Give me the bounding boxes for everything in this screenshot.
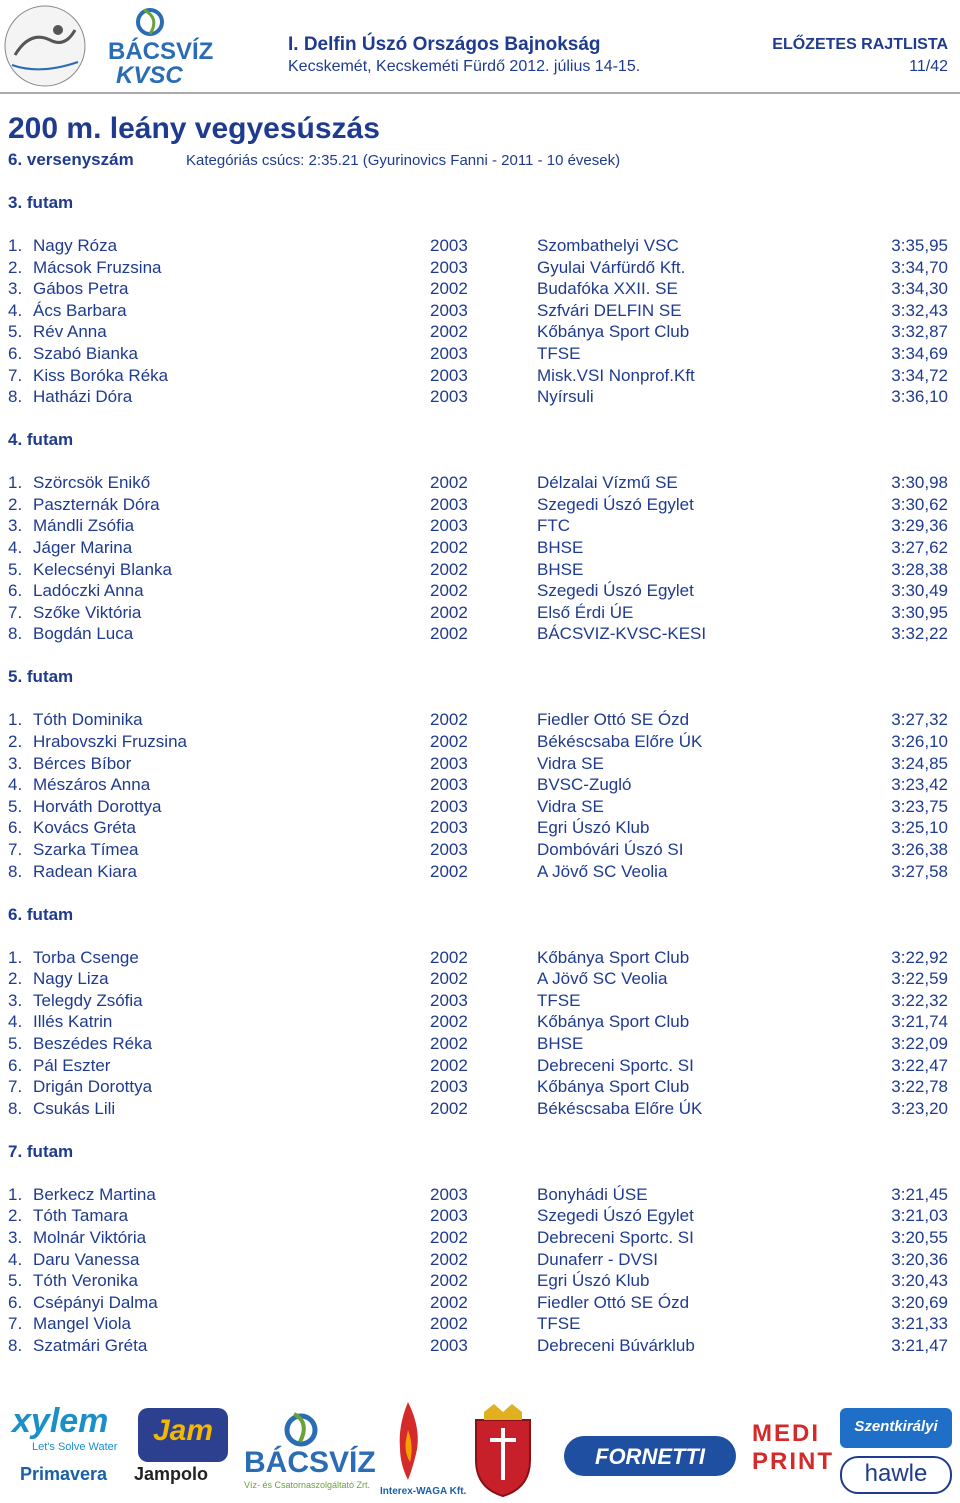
entry-num: 8. <box>8 861 23 881</box>
entry-num: 5. <box>8 1271 23 1291</box>
entry-time: 3:28,38 <box>891 559 948 579</box>
start-list-row <box>0 560 960 581</box>
entry-club: Kőbánya Sport Club <box>537 1012 690 1032</box>
start-list-row <box>0 1228 960 1249</box>
entry-year: 2002 <box>430 969 468 989</box>
entry-club: Bonyhádi ÚSE <box>537 1184 648 1204</box>
start-list-row <box>0 862 960 883</box>
entry-club: Békéscsaba Előre ÚK <box>537 1098 703 1118</box>
start-list-row <box>0 732 960 753</box>
bacsviz-drop-icon <box>278 1408 324 1450</box>
entry-club: Vidra SE <box>537 753 604 773</box>
entry-name: Berkecz Martina <box>33 1184 156 1204</box>
entry-year: 2002 <box>430 1228 468 1247</box>
entry-club: Szombathelyi VSC <box>537 236 679 255</box>
entry-time: 3:36,10 <box>891 387 948 407</box>
entry-year: 2002 <box>430 602 468 622</box>
entry-name: Szőke Viktória <box>33 602 142 622</box>
start-list-row <box>0 301 960 322</box>
entry-time: 3:21,74 <box>891 1012 948 1032</box>
entry-year: 2003 <box>430 840 468 859</box>
entry-year: 2002 <box>430 1012 468 1032</box>
entry-time: 3:21,03 <box>891 1206 948 1226</box>
start-list-row <box>0 387 960 408</box>
entry-num: 3. <box>8 753 23 773</box>
entry-year: 2002 <box>430 1098 468 1118</box>
start-list-row <box>0 1077 960 1098</box>
entry-name: Gábos Petra <box>33 279 129 299</box>
entry-club: A Jövő SC Veolia <box>537 861 668 881</box>
entry-num: 2. <box>8 1206 23 1226</box>
entry-num: 5. <box>8 796 23 816</box>
header-divider <box>0 92 960 94</box>
entry-year: 2002 <box>430 1292 468 1312</box>
entry-name: Horváth Dorottya <box>33 796 162 816</box>
entry-num: 8. <box>8 1098 23 1118</box>
entry-year: 2003 <box>430 516 468 536</box>
entry-name: Hatházi Dóra <box>33 387 133 407</box>
entry-time: 3:22,47 <box>891 1055 948 1075</box>
start-list-row <box>0 344 960 365</box>
entry-num: 1. <box>8 710 23 730</box>
entry-num: 4. <box>8 300 23 320</box>
jampolo-logo: Jampolo <box>134 1464 209 1484</box>
entry-num: 5. <box>8 559 23 579</box>
entry-club: BHSE <box>537 1034 584 1053</box>
entry-time: 3:20,69 <box>891 1292 948 1312</box>
entry-club: BHSE <box>537 538 584 557</box>
entry-time: 3:32,22 <box>891 624 948 644</box>
entry-time: 3:27,32 <box>891 710 948 730</box>
flame-icon <box>386 1400 430 1486</box>
start-list-row <box>0 1012 960 1033</box>
entry-year: 2003 <box>430 1184 468 1204</box>
entry-name: Tóth Tamara <box>33 1206 129 1226</box>
entry-year: 2002 <box>430 947 468 967</box>
entry-time: 3:20,43 <box>891 1271 948 1291</box>
entry-name: Drigán Dorottya <box>33 1077 153 1097</box>
start-list-row <box>0 1185 960 1206</box>
entry-club: Kőbánya Sport Club <box>537 947 690 967</box>
start-list-row <box>0 754 960 775</box>
start-list-row <box>0 603 960 624</box>
entry-name: Pál Eszter <box>33 1055 111 1075</box>
entry-name: Hrabovszki Fruzsina <box>33 732 187 751</box>
start-list-row <box>0 948 960 969</box>
entry-year: 2002 <box>430 581 468 601</box>
entry-year: 2003 <box>430 365 468 385</box>
entry-name: Tóth Veronika <box>33 1271 138 1291</box>
entry-name: Szatmári Gréta <box>33 1336 148 1355</box>
entry-time: 3:21,33 <box>891 1314 948 1334</box>
entry-time: 3:23,42 <box>891 775 948 795</box>
entry-year: 2003 <box>430 796 468 816</box>
entry-time: 3:30,95 <box>891 602 948 622</box>
entry-time: 3:22,92 <box>891 947 948 967</box>
entry-name: Kiss Boróka Réka <box>33 365 169 385</box>
start-list-row <box>0 1314 960 1335</box>
entry-club: Délzalai Vízmű SE <box>537 473 678 493</box>
logo-text-top: BÁCSVÍZ <box>108 38 214 65</box>
heat-label: 7. futam <box>8 1141 74 1161</box>
entry-year: 2002 <box>430 473 468 493</box>
entry-club: Kőbánya Sport Club <box>537 322 690 342</box>
entry-year: 2002 <box>430 624 468 644</box>
entry-num: 1. <box>8 1184 23 1204</box>
entry-num: 7. <box>8 602 23 622</box>
entry-time: 3:24,85 <box>891 753 948 773</box>
start-list-row <box>0 538 960 559</box>
entry-time: 3:26,10 <box>891 732 948 751</box>
entry-club: Misk.VSI Nonprof.Kft <box>537 365 695 385</box>
entry-year: 2003 <box>430 257 468 277</box>
entry-year: 2003 <box>430 1336 468 1355</box>
entry-year: 2002 <box>430 1034 468 1053</box>
entry-time: 3:34,69 <box>891 344 948 363</box>
entry-club: Budafóka XXII. SE <box>537 279 678 299</box>
start-list-row <box>0 1099 960 1120</box>
entry-club: Fiedler Ottó SE Ózd <box>537 1292 690 1312</box>
entry-time: 3:21,47 <box>891 1336 948 1355</box>
entry-time: 3:30,62 <box>891 494 948 514</box>
entry-year: 2003 <box>430 344 468 363</box>
heat-label: 6. futam <box>8 904 74 924</box>
entry-name: Ladóczki Anna <box>33 581 144 601</box>
start-list-row <box>0 1034 960 1055</box>
entry-time: 3:23,75 <box>891 796 948 816</box>
start-list-row <box>0 969 960 990</box>
entry-year: 2003 <box>430 236 468 255</box>
entry-club: Dunaferr - DVSI <box>537 1249 658 1269</box>
entry-year: 2003 <box>430 753 468 773</box>
entry-num: 6. <box>8 581 23 601</box>
entry-num: 2. <box>8 257 23 277</box>
entry-name: Tóth Dominika <box>33 710 143 730</box>
jam-logo: Jam <box>138 1408 228 1462</box>
event-number: 6. versenyszám <box>8 150 134 169</box>
entry-club: FTC <box>537 516 571 536</box>
coat-of-arms-icon <box>470 1400 536 1498</box>
entry-year: 2003 <box>430 300 468 320</box>
entry-num: 6. <box>8 344 23 363</box>
entry-num: 4. <box>8 538 23 557</box>
start-list-status: ELŐZETES RAJTLISTA <box>772 36 948 53</box>
entry-name: Bérces Bíbor <box>33 753 132 773</box>
fornetti-logo: FORNETTI <box>564 1436 736 1476</box>
entry-club: TFSE <box>537 1314 581 1334</box>
entry-num: 3. <box>8 1228 23 1247</box>
entry-name: Nagy Róza <box>33 236 118 255</box>
entry-club: TFSE <box>537 990 581 1010</box>
entry-name: Szörcsök Enikő <box>33 473 151 493</box>
entry-year: 2003 <box>430 1077 468 1097</box>
entry-year: 2003 <box>430 990 468 1010</box>
header-logos <box>0 0 230 92</box>
entry-year: 2002 <box>430 732 468 751</box>
interex-logo: Interex-WAGA Kft. <box>380 1486 467 1497</box>
entry-time: 3:22,32 <box>891 990 948 1010</box>
entry-club: Szegedi Úszó Egylet <box>537 494 694 514</box>
entry-club: Vidra SE <box>537 796 604 816</box>
entry-name: Kelecsényi Blanka <box>33 559 172 579</box>
entry-name: Daru Vanessa <box>33 1249 140 1269</box>
mediprint-logo: MEDI PRINT <box>752 1420 834 1475</box>
entry-name: Radean Kiara <box>33 861 137 881</box>
entry-name: Telegdy Zsófia <box>33 990 143 1010</box>
heat-label: 4. futam <box>8 430 74 450</box>
start-list-row <box>0 710 960 731</box>
entry-num: 8. <box>8 1336 23 1355</box>
entry-club: Debreceni Sportc. SI <box>537 1228 694 1247</box>
category-record: Kategóriás csúcs: 2:35.21 (Gyurinovics Fanni - 2011 - 10 évesek) <box>186 152 621 169</box>
entry-club: Békéscsaba Előre ÚK <box>537 732 703 751</box>
entry-club: A Jövő SC Veolia <box>537 969 668 989</box>
entry-time: 3:29,36 <box>891 516 948 536</box>
xylem-logo: xylem Let's Solve Water <box>12 1402 118 1453</box>
entry-year: 2002 <box>430 1271 468 1291</box>
start-list-row <box>0 366 960 387</box>
entry-num: 3. <box>8 279 23 299</box>
entry-time: 3:20,36 <box>891 1249 948 1269</box>
entry-time: 3:22,59 <box>891 969 948 989</box>
entry-year: 2002 <box>430 1249 468 1269</box>
entry-time: 3:22,09 <box>891 1034 948 1053</box>
entry-year: 2002 <box>430 861 468 881</box>
entry-num: 1. <box>8 947 23 967</box>
entry-name: Beszédes Réka <box>33 1034 153 1053</box>
entry-year: 2003 <box>430 1206 468 1226</box>
entry-num: 2. <box>8 494 23 514</box>
entry-time: 3:27,62 <box>891 538 948 557</box>
entry-name: Szabó Bianka <box>33 344 138 363</box>
entry-name: Csépányi Dalma <box>33 1292 158 1312</box>
entry-year: 2002 <box>430 1314 468 1334</box>
entry-time: 3:25,10 <box>891 818 948 838</box>
entry-club: Szegedi Úszó Egylet <box>537 1206 694 1226</box>
start-list-row <box>0 1206 960 1227</box>
start-list-row <box>0 236 960 257</box>
entry-name: Bogdán Luca <box>33 624 134 644</box>
entry-year: 2002 <box>430 322 468 342</box>
start-list-row <box>0 991 960 1012</box>
start-list-row <box>0 797 960 818</box>
primavera-logo: Primavera <box>20 1464 108 1484</box>
entry-name: Mácsok Fruzsina <box>33 257 162 277</box>
entry-name: Paszternák Dóra <box>33 494 160 514</box>
entry-time: 3:35,95 <box>891 236 948 255</box>
entry-year: 2003 <box>430 818 468 838</box>
entry-club: BVSC-Zugló <box>537 775 632 795</box>
start-list-row <box>0 1271 960 1292</box>
start-list-row <box>0 1250 960 1271</box>
location-date: Kecskemét, Kecskeméti Fürdő 2012. július 14-15. <box>288 58 641 75</box>
entry-time: 3:21,45 <box>891 1184 948 1204</box>
entry-year: 2002 <box>430 279 468 299</box>
entry-num: 4. <box>8 1012 23 1032</box>
entry-time: 3:34,72 <box>891 365 948 385</box>
entry-num: 6. <box>8 818 23 838</box>
entry-num: 3. <box>8 516 23 536</box>
entry-num: 7. <box>8 1077 23 1097</box>
entry-club: Egri Úszó Klub <box>537 818 650 838</box>
entry-name: Szarka Tímea <box>33 840 139 859</box>
start-list-row <box>0 322 960 343</box>
entry-club: Debreceni Sportc. SI <box>537 1055 694 1075</box>
entry-num: 6. <box>8 1292 23 1312</box>
entry-time: 3:32,87 <box>891 322 948 342</box>
start-list-row <box>0 1293 960 1314</box>
entry-time: 3:34,30 <box>891 279 948 299</box>
entry-club: Gyulai Várfürdő Kft. <box>537 257 686 277</box>
entry-name: Torba Csenge <box>33 947 139 967</box>
entry-time: 3:32,43 <box>891 300 948 320</box>
entry-num: 6. <box>8 1055 23 1075</box>
entry-year: 2002 <box>430 538 468 557</box>
start-list-row <box>0 1056 960 1077</box>
event-title: 200 m. leány vegyesúszás <box>8 112 380 145</box>
entry-club: Dombóvári Úszó SI <box>537 840 684 859</box>
start-list-row <box>0 1336 960 1357</box>
entry-club: BÁCSVIZ-KVSC-KESI <box>537 624 707 644</box>
entry-year: 2002 <box>430 710 468 730</box>
entry-year: 2003 <box>430 775 468 795</box>
entry-year: 2002 <box>430 559 468 579</box>
sponsor-bar <box>0 1398 960 1503</box>
entry-club: Debreceni Búvárklub <box>537 1336 695 1355</box>
entry-club: TFSE <box>537 344 581 363</box>
entry-num: 8. <box>8 387 23 407</box>
start-list-row <box>0 279 960 300</box>
entry-time: 3:30,49 <box>891 581 948 601</box>
entry-name: Nagy Liza <box>33 969 109 989</box>
entry-name: Mándli Zsófia <box>33 516 135 536</box>
entry-club: Nyírsuli <box>537 387 594 407</box>
start-list-row <box>0 818 960 839</box>
entry-num: 8. <box>8 624 23 644</box>
entry-club: BHSE <box>537 559 584 579</box>
entry-time: 3:30,98 <box>891 473 948 493</box>
entry-num: 3. <box>8 990 23 1010</box>
entry-name: Mészáros Anna <box>33 775 151 795</box>
entry-name: Ács Barbara <box>33 300 127 320</box>
start-list-row <box>0 516 960 537</box>
szentkiralyi-logo: Szentkirályi <box>840 1408 952 1448</box>
entry-club: Fiedler Ottó SE Ózd <box>537 710 690 730</box>
entry-name: Molnár Viktória <box>33 1228 147 1247</box>
entry-year: 2002 <box>430 1055 468 1075</box>
entry-num: 2. <box>8 732 23 751</box>
start-list-row <box>0 624 960 645</box>
entry-time: 3:20,55 <box>891 1228 948 1247</box>
entry-name: Csukás Lili <box>33 1098 116 1118</box>
entry-name: Rév Anna <box>33 322 107 342</box>
entry-num: 4. <box>8 1249 23 1269</box>
heat-label: 3. futam <box>8 193 74 212</box>
entry-name: Mangel Viola <box>33 1314 131 1334</box>
entry-year: 2003 <box>430 494 468 514</box>
championship-title: I. Delfin Úszó Országos Bajnokság <box>288 34 601 55</box>
entry-time: 3:34,70 <box>891 257 948 277</box>
page-number: 11/42 <box>909 58 948 75</box>
start-list-row <box>0 473 960 494</box>
entry-club: Szegedi Úszó Egylet <box>537 581 694 601</box>
entry-time: 3:27,58 <box>891 861 948 881</box>
logo-text-bottom: KVSC <box>116 62 183 89</box>
entry-num: 4. <box>8 775 23 795</box>
entry-num: 7. <box>8 365 23 385</box>
entry-num: 7. <box>8 840 23 859</box>
entry-club: Szfvári DELFIN SE <box>537 300 682 320</box>
entry-num: 7. <box>8 1314 23 1334</box>
entry-club: Első Érdi ÚE <box>537 602 634 622</box>
heat-label: 5. futam <box>8 667 74 687</box>
entry-num: 2. <box>8 969 23 989</box>
entry-club: Kőbánya Sport Club <box>537 1077 690 1097</box>
entry-name: Kovács Gréta <box>33 818 136 838</box>
entry-name: Illés Katrin <box>33 1012 113 1032</box>
start-list-row <box>0 775 960 796</box>
entry-num: 1. <box>8 473 23 493</box>
entry-time: 3:22,78 <box>891 1077 948 1097</box>
bacsviz-sponsor-logo: BÁCSVÍZ Víz- és Csatornaszolgáltató Zrt. <box>244 1446 376 1490</box>
start-list-row <box>0 495 960 516</box>
entry-num: 5. <box>8 322 23 342</box>
start-list-row <box>0 581 960 602</box>
start-list-row <box>0 840 960 861</box>
entry-num: 1. <box>8 236 23 255</box>
start-list-row <box>0 258 960 279</box>
entry-time: 3:23,20 <box>891 1098 948 1118</box>
entry-club: Egri Úszó Klub <box>537 1271 650 1291</box>
entry-name: Jáger Marina <box>33 538 133 557</box>
entry-year: 2003 <box>430 387 468 407</box>
entry-num: 5. <box>8 1034 23 1053</box>
entry-time: 3:26,38 <box>891 840 948 859</box>
hawle-logo: hawle <box>840 1456 952 1494</box>
